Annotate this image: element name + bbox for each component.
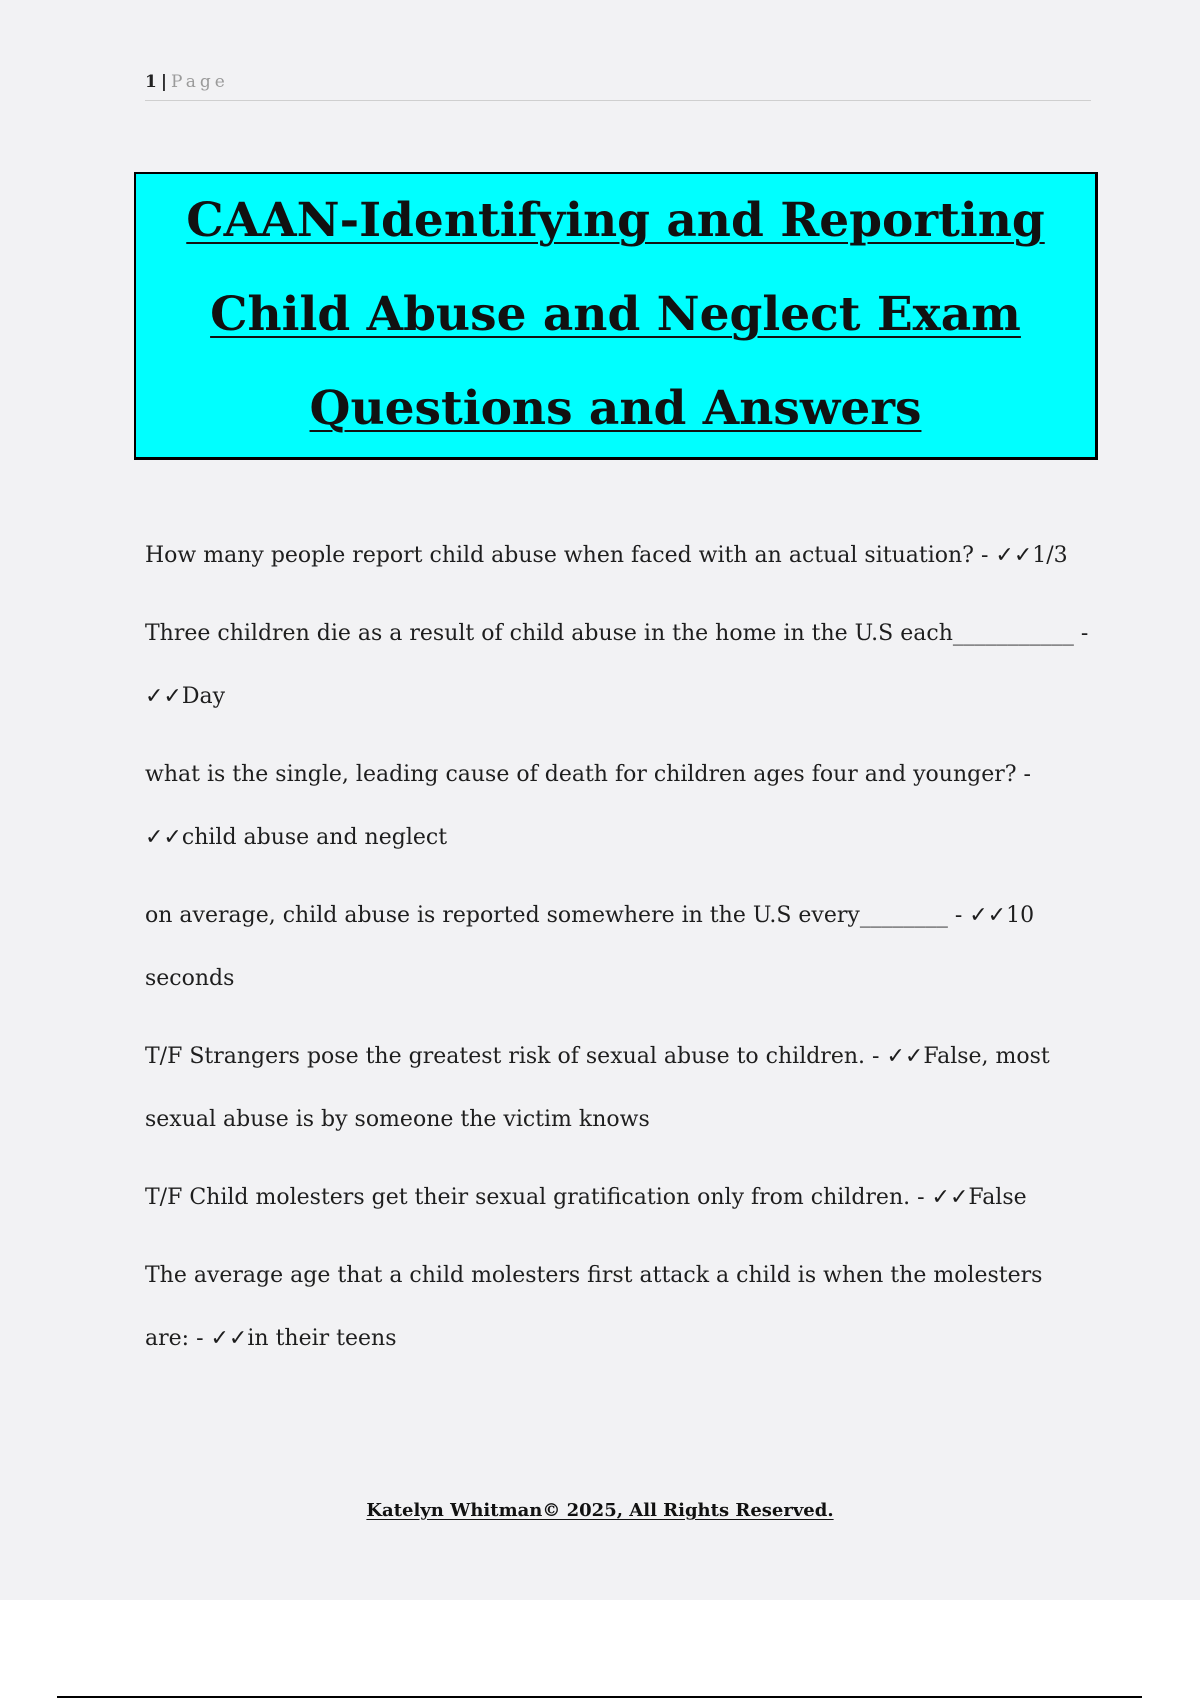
answer-separator: - bbox=[189, 1326, 211, 1351]
qa-item bbox=[145, 524, 1090, 587]
answer-separator: - bbox=[1073, 621, 1089, 646]
checkmark-icon: ✓✓ bbox=[969, 903, 1007, 928]
question-text: what is the single, leading cause of death for children ages four and younger? bbox=[145, 762, 1017, 787]
copyright-text: Katelyn Whitman© 2025, All Rights Reserved. bbox=[366, 1500, 834, 1521]
question-text: on average, child abuse is reported somewhere in the U.S every________ bbox=[145, 903, 948, 928]
qa-item bbox=[145, 1025, 1090, 1151]
answer-text: Day bbox=[181, 684, 226, 709]
checkmark-icon: ✓✓ bbox=[145, 825, 182, 850]
page-header bbox=[145, 72, 1091, 101]
answer-text: in their teens bbox=[247, 1326, 397, 1351]
checkmark-icon: ✓✓ bbox=[210, 1326, 248, 1351]
checkmark-icon: ✓✓ bbox=[145, 684, 182, 709]
qa-item bbox=[145, 1244, 1090, 1370]
question-text: Three children die as a result of child abuse in the home in the U.S each___________ bbox=[145, 621, 1074, 646]
answer-text: 1/3 bbox=[1032, 543, 1068, 568]
answer-separator: - bbox=[1016, 762, 1031, 787]
page-label: Page bbox=[171, 72, 229, 92]
answer-separator: - bbox=[947, 903, 970, 928]
page-number: 1 bbox=[145, 72, 157, 92]
qa-item bbox=[145, 602, 1090, 728]
answer-text: False, most sexual abuse is by someone the victim knows bbox=[145, 1044, 1050, 1132]
next-page-rule bbox=[57, 1696, 1142, 1698]
answer-separator: - bbox=[910, 1185, 932, 1210]
page-separator: | bbox=[160, 72, 168, 92]
question-text: The average age that a child molesters first attack a child is when the molesters are: bbox=[145, 1263, 1043, 1351]
title-box bbox=[134, 172, 1098, 460]
answer-text: child abuse and neglect bbox=[181, 825, 448, 850]
qa-item bbox=[145, 743, 1090, 869]
copyright-footer bbox=[0, 1500, 1200, 1521]
question-text: How many people report child abuse when faced with an actual situation? bbox=[145, 543, 974, 568]
title-line-1: CAAN-Identifying and Reporting bbox=[186, 193, 1045, 248]
answer-separator: - bbox=[973, 543, 996, 568]
answer-text: 10 seconds bbox=[145, 903, 1035, 991]
qa-list bbox=[145, 524, 1090, 1385]
answer-separator: - bbox=[865, 1044, 887, 1069]
question-text: T/F Strangers pose the greatest risk of sexual abuse to children. bbox=[145, 1044, 866, 1069]
title-line-2: Child Abuse and Neglect Exam bbox=[210, 287, 1021, 342]
question-text: T/F Child molesters get their sexual gratification only from children. bbox=[145, 1185, 911, 1210]
qa-item bbox=[145, 884, 1090, 1010]
title-line-3: Questions and Answers bbox=[309, 381, 922, 436]
checkmark-icon: ✓✓ bbox=[931, 1185, 969, 1210]
answer-text: False bbox=[968, 1185, 1027, 1210]
qa-item bbox=[145, 1166, 1090, 1229]
checkmark-icon: ✓✓ bbox=[995, 543, 1033, 568]
checkmark-icon: ✓✓ bbox=[886, 1044, 924, 1069]
